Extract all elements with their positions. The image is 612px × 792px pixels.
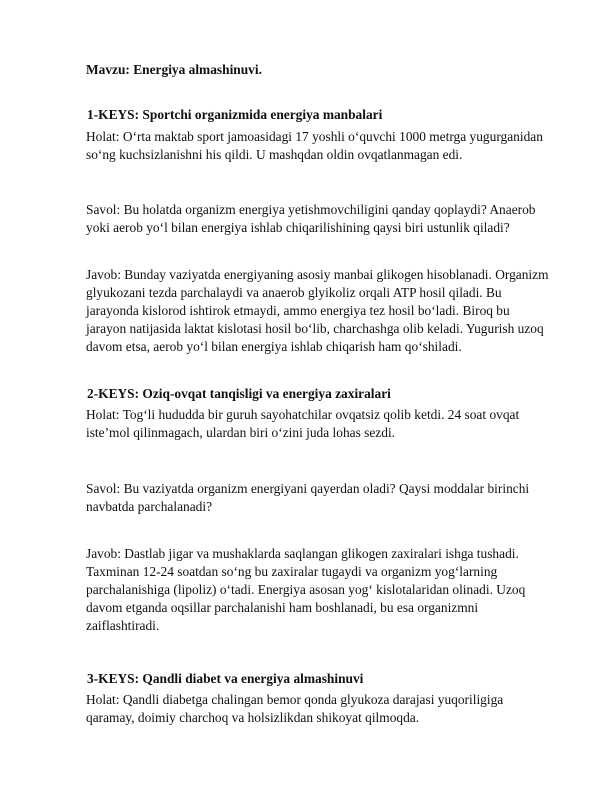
- case-1-holat: [86, 128, 566, 164]
- paragraph-line: davom etsa, aerob yo‘l bilan energiya ishlab chiqarish ham qo‘shiladi.: [86, 339, 462, 354]
- document-topic: [86, 61, 566, 79]
- paragraph-line: navbatda parchalanadi?: [86, 499, 213, 514]
- case-2-javob: [86, 545, 566, 635]
- paragraph-line: Javob: Dastlab jigar va mushaklarda saqlangan glikogen zaxiralari ishga tushadi.: [86, 546, 519, 561]
- paragraph-line: yoki aerob yo‘l bilan energiya ishlab chiqarilishining qaysi biri ustunlik qiladi?: [86, 220, 510, 235]
- case-title-text: 2-KEYS: Oziq-ovqat tanqisligi va energiya zaxiralari: [87, 386, 391, 401]
- case-1-javob: [86, 266, 566, 356]
- paragraph-line: Taxminan 12-24 soatdan so‘ng bu zaxiralar tugaydi va organizm yog‘larning: [86, 564, 498, 579]
- paragraph-line: Savol: Bu vaziyatda organizm energiyani qayerdan oladi? Qaysi moddalar birinchi: [86, 481, 530, 496]
- paragraph-line: Holat: O‘rta maktab sport jamoasidagi 17 yoshli o‘quvchi 1000 metrga yugurganidan: [86, 129, 543, 144]
- case-2-title: [87, 385, 567, 403]
- paragraph-line: Holat: Qandli diabetga chalingan bemor qonda glyukoza darajasi yuqoriligiga: [86, 692, 504, 707]
- paragraph-line: Holat: Tog‘li hududda bir guruh sayohatchilar ovqatsiz qolib ketdi. 24 soat ovqat: [86, 407, 520, 422]
- case-title-text: 1-KEYS: Sportchi organizmida energiya manbalari: [87, 107, 383, 122]
- case-3-title: [87, 670, 567, 688]
- paragraph-line: iste’mol qilinmagach, ulardan biri o‘zini juda lohas sezdi.: [86, 425, 396, 440]
- paragraph-line: glyukozani tezda parchalaydi va anaerob glyikoliz orqali ATP hosil qiladi. Bu: [86, 285, 502, 300]
- case-1-title: [87, 106, 567, 124]
- case-2-savol: [86, 480, 566, 516]
- paragraph-line: davom etganda oqsillar parchalanishi ham boshlanadi, bu esa organizmni: [86, 600, 479, 615]
- paragraph-line: parchalanishiga (lipoliz) o‘tadi. Energiya asosan yog‘ kislotalaridan olinadi. Uzoq: [86, 582, 526, 597]
- case-3-holat: [86, 691, 566, 727]
- case-title-text: 3-KEYS: Qandli diabet va energiya almashinuvi: [87, 671, 364, 686]
- paragraph-line: jarayon natijasida laktat kislotasi hosil bo‘lib, charchashga olib keladi. Yugurish uzoq: [86, 321, 544, 336]
- paragraph-line: Savol: Bu holatda organizm energiya yetishmovchiligini qanday qoplaydi? Anaerob: [86, 202, 536, 217]
- paragraph-line: so‘ng kuchsizlanishni his qildi. U mashqdan oldin ovqatlanmagan edi.: [86, 147, 463, 162]
- paragraph-line: Javob: Bunday vaziyatda energiyaning asosiy manbai glikogen hisoblanadi. Organizm: [86, 267, 549, 282]
- case-1-savol: [86, 201, 566, 237]
- topic-text: Mavzu: Energiya almashinuvi.: [86, 62, 262, 77]
- paragraph-line: zaiflashtiradi.: [86, 618, 160, 633]
- paragraph-line: qaramay, doimiy charchoq va holsizlikdan shikoyat qilmoqda.: [86, 710, 420, 725]
- case-2-holat: [86, 406, 566, 442]
- paragraph-line: jarayonda kislorod ishtirok etmaydi, ammo energiya tez hosil bo‘ladi. Biroq bu: [86, 303, 510, 318]
